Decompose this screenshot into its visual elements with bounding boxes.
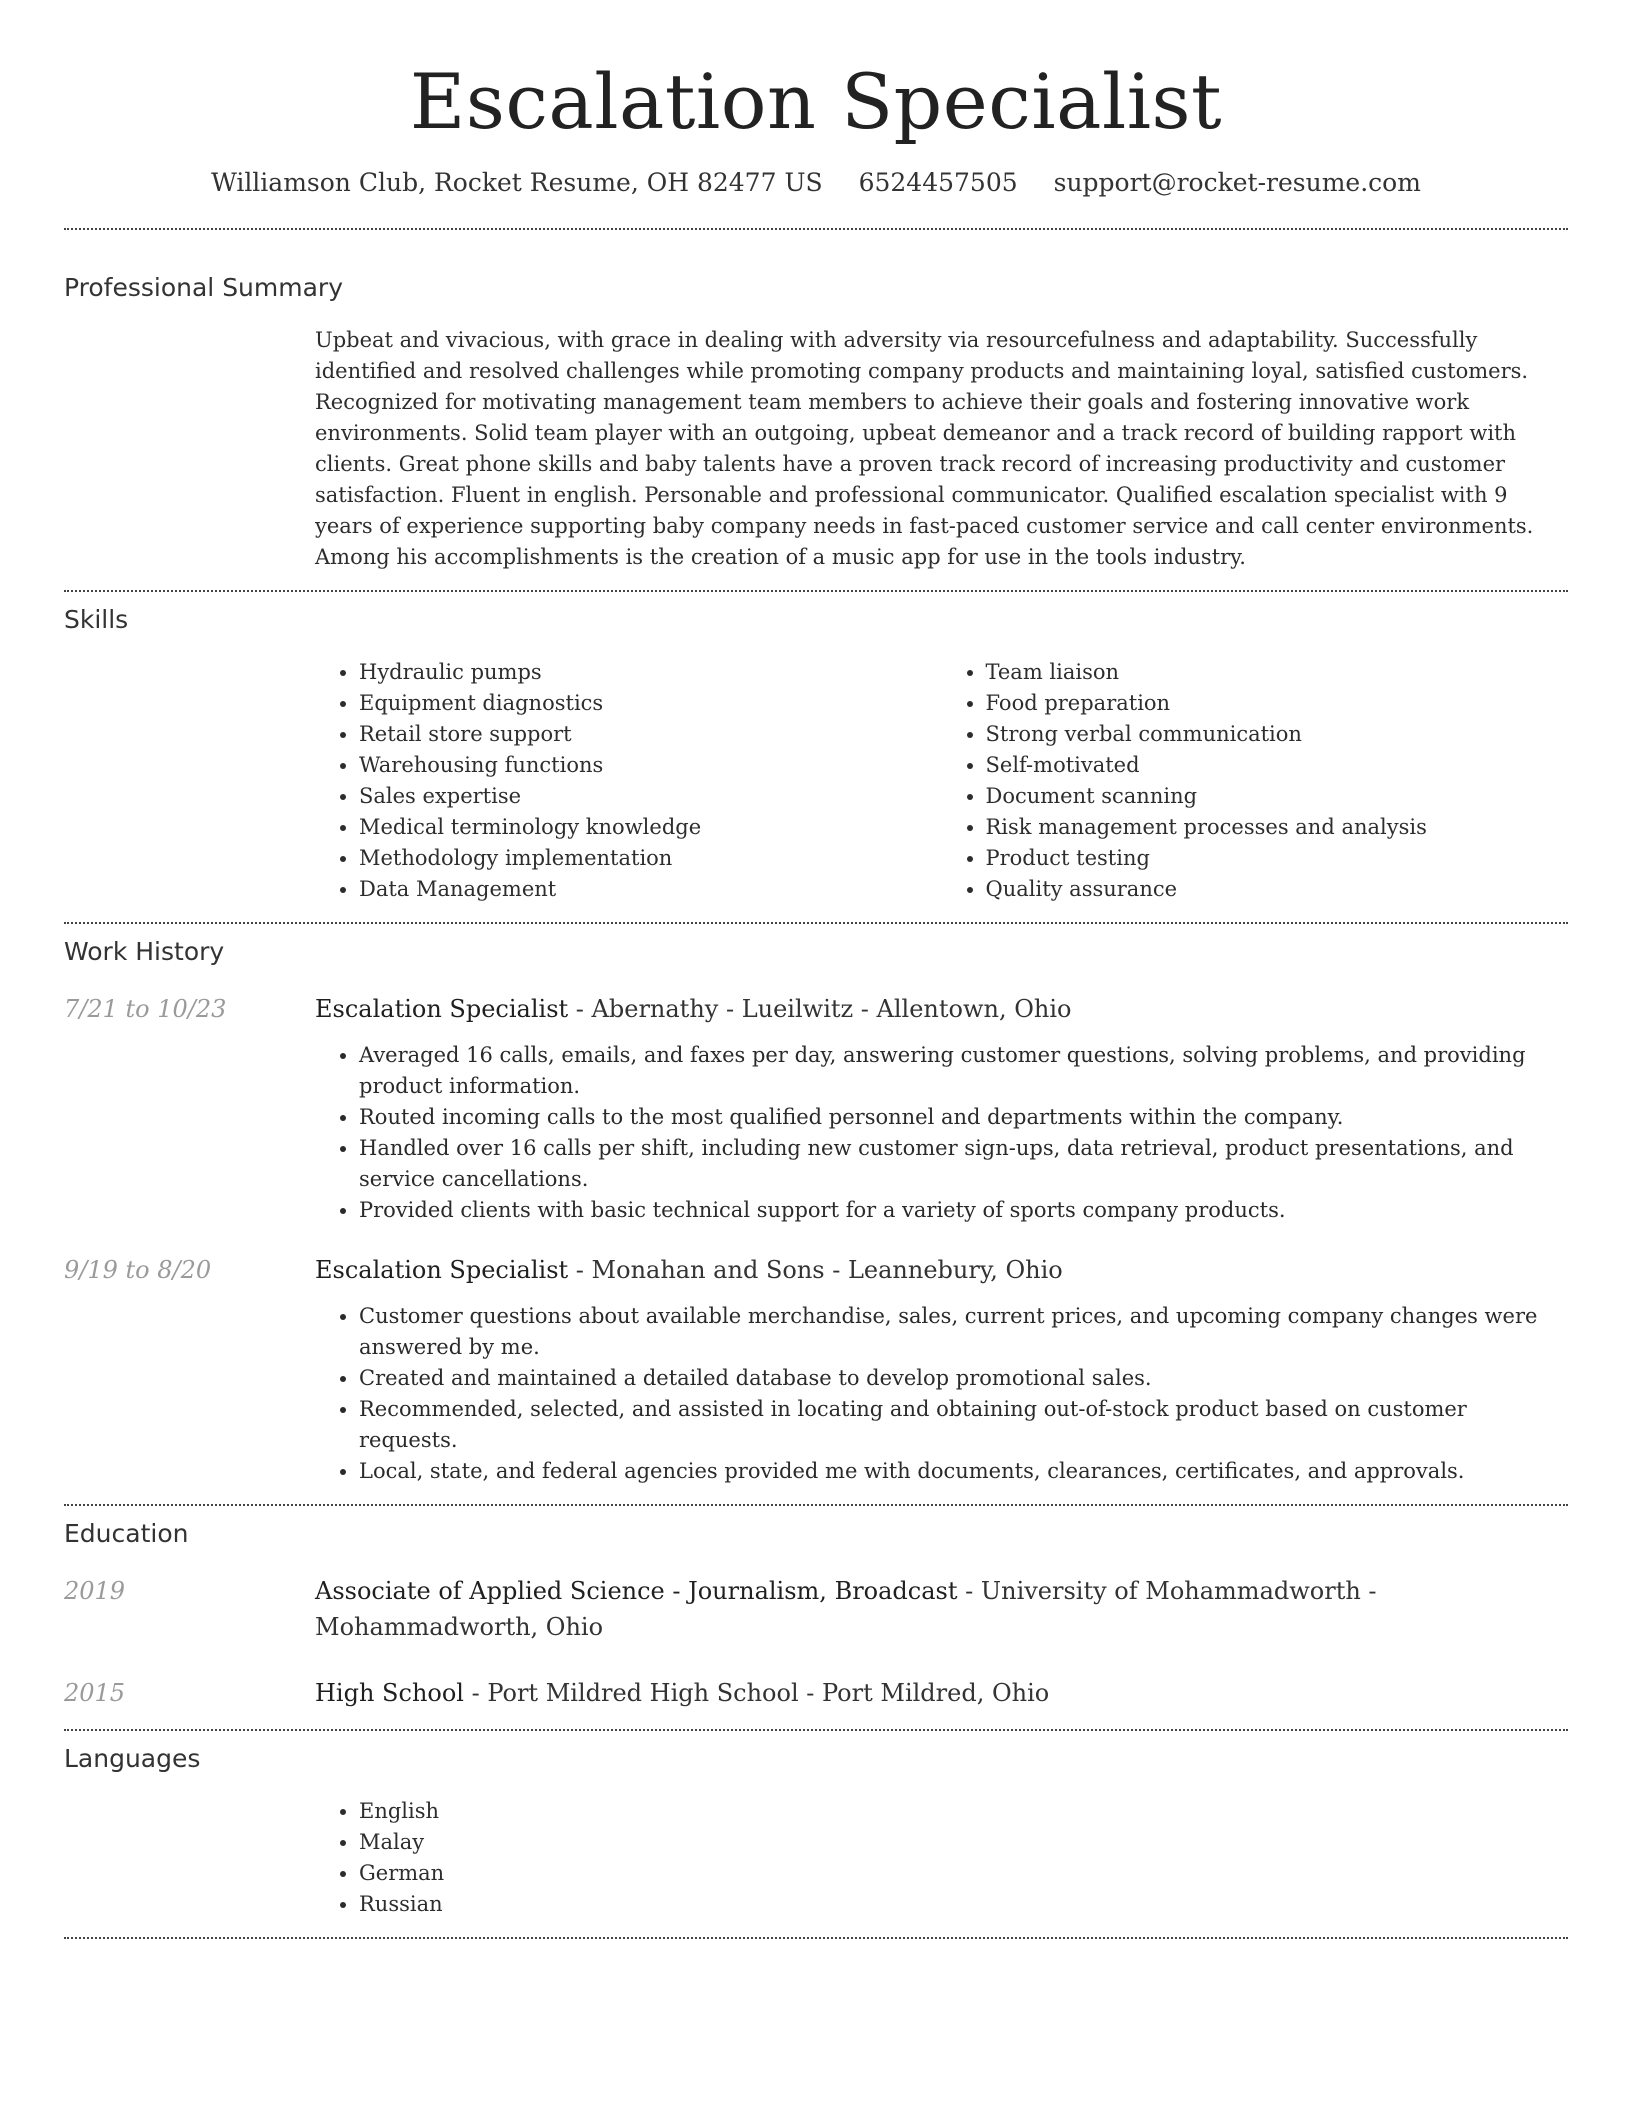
languages-section — [64, 1742, 1568, 1920]
education-entry — [64, 1573, 1568, 1645]
skill-item: • Risk management processes and analysis — [986, 812, 1569, 843]
skill-item: • Warehousing functions — [359, 750, 942, 781]
job-bullet: • Routed incoming calls to the most qualified personnel and departments within the company. — [359, 1102, 1568, 1133]
job-bullet: • Recommended, selected, and assisted in locating and obtaining out-of-stock product based on customer requests. — [359, 1394, 1568, 1456]
skill-item: • Sales expertise — [359, 781, 942, 812]
job-entry — [64, 1252, 1568, 1487]
job-dates: 9/19 to 8/20 — [64, 1256, 212, 1284]
summary-content — [315, 325, 1568, 573]
job-entry — [64, 991, 1568, 1226]
language-item: • English — [359, 1796, 1568, 1827]
skills-section — [64, 603, 1568, 905]
education-school: - University of Mohammadworth - Mohammadworth, Ohio — [315, 1577, 1377, 1641]
job-details — [315, 991, 1568, 1226]
job-role: Escalation Specialist — [315, 995, 569, 1023]
language-item: • Russian — [359, 1889, 1568, 1920]
education-degree: Associate of Applied Science - Journalism, Broadcast — [315, 1577, 958, 1605]
job-bullet: • Averaged 16 calls, emails, and faxes per day, answering customer questions, solving problems, and providing product information. — [359, 1040, 1568, 1102]
skill-item: • Self-motivated — [986, 750, 1569, 781]
education-degree: High School — [315, 1679, 464, 1707]
languages-heading: Languages — [64, 1744, 201, 1773]
education-year: 2019 — [64, 1577, 126, 1605]
skill-item: • Equipment diagnostics — [359, 688, 942, 719]
job-bullet: • Created and maintained a detailed database to develop promotional sales. — [359, 1363, 1568, 1394]
skill-item: • Quality assurance — [986, 874, 1569, 905]
education-entry — [64, 1675, 1568, 1711]
summary-text: Upbeat and vivacious, with grace in dealing with adversity via resourcefulness and adaptability. Successfully identified and resolved challenges while promoting company products and maintaining loyal, satisfied customers. Recognized for motivating management team members to achieve their goals and fostering innovative work environments. Solid team player with an outgoing, upbeat demeanor and a track record of building rapport with clients. Great phone skills and baby talents have a proven track record of increasing productivity and customer satisfaction. Fluent in english. Personable and professional communicator. Qualified escalation specialist with 9 years of experience supporting baby company needs in fast-paced customer service and call center environments. Among his accomplishments is the creation of a music app for use in the tools industry. — [315, 328, 1534, 569]
resume-header — [64, 0, 1568, 200]
job-employer: - Abernathy - Lueilwitz - Allentown, Ohio — [568, 995, 1072, 1023]
language-item: • German — [359, 1858, 1568, 1889]
contact-address: Williamson Club, Rocket Resume, OH 82477 US — [211, 168, 823, 197]
skill-item: • Team liaison — [986, 657, 1569, 688]
section-divider — [64, 1937, 1568, 1939]
summary-heading: Professional Summary — [64, 273, 344, 302]
skills-heading: Skills — [64, 605, 129, 634]
skill-item: • Methodology implementation — [359, 843, 942, 874]
skill-item: • Hydraulic pumps — [359, 657, 942, 688]
job-dates: 7/21 to 10/23 — [64, 995, 227, 1023]
contact-line — [64, 166, 1568, 200]
job-bullet: • Handled over 16 calls per shift, including new customer sign-ups, data retrieval, product presentations, and service cancellations. — [359, 1133, 1568, 1195]
section-divider — [64, 228, 1568, 230]
education-details — [315, 1675, 1568, 1711]
skill-item: • Medical terminology knowledge — [359, 812, 942, 843]
section-divider — [64, 1504, 1568, 1506]
skills-column-right — [942, 657, 1569, 905]
job-employer: - Monahan and Sons - Leannebury, Ohio — [568, 1256, 1063, 1284]
skills-list — [315, 657, 1568, 905]
job-bullets — [315, 1301, 1568, 1487]
skills-column-left — [315, 657, 942, 905]
education-details — [315, 1573, 1568, 1645]
job-details — [315, 1252, 1568, 1487]
job-title-line — [315, 1252, 1568, 1288]
education-section — [64, 1517, 1568, 1711]
languages-list — [315, 1796, 1568, 1920]
languages-content — [315, 1796, 1568, 1920]
section-divider — [64, 1729, 1568, 1731]
job-bullet: • Customer questions about available merchandise, sales, current prices, and upcoming company changes were answered by me. — [359, 1301, 1568, 1363]
skill-item: • Document scanning — [986, 781, 1569, 812]
job-bullets — [315, 1040, 1568, 1226]
skill-item: • Data Management — [359, 874, 942, 905]
section-divider — [64, 590, 1568, 592]
job-bullet: • Local, state, and federal agencies provided me with documents, clearances, certificates, and approvals. — [359, 1456, 1568, 1487]
contact-email: support@rocket-resume.com — [1053, 168, 1421, 197]
skill-item: • Retail store support — [359, 719, 942, 750]
skill-item: • Food preparation — [986, 688, 1569, 719]
section-divider — [64, 922, 1568, 924]
skill-item: • Strong verbal communication — [986, 719, 1569, 750]
job-title-line — [315, 991, 1568, 1027]
language-item: • Malay — [359, 1827, 1568, 1858]
skill-item: • Product testing — [986, 843, 1569, 874]
job-role: Escalation Specialist — [315, 1256, 569, 1284]
education-heading: Education — [64, 1519, 189, 1548]
work-history-section — [64, 935, 1568, 1487]
education-year: 2015 — [64, 1679, 126, 1707]
job-bullet: • Provided clients with basic technical support for a variety of sports company products. — [359, 1195, 1568, 1226]
contact-phone: 6524457505 — [858, 168, 1018, 197]
summary-section — [64, 271, 1568, 573]
work-history-heading: Work History — [64, 937, 225, 966]
education-school: - Port Mildred High School - Port Mildred, Ohio — [463, 1679, 1050, 1707]
candidate-title: Escalation Specialist — [409, 57, 1223, 146]
